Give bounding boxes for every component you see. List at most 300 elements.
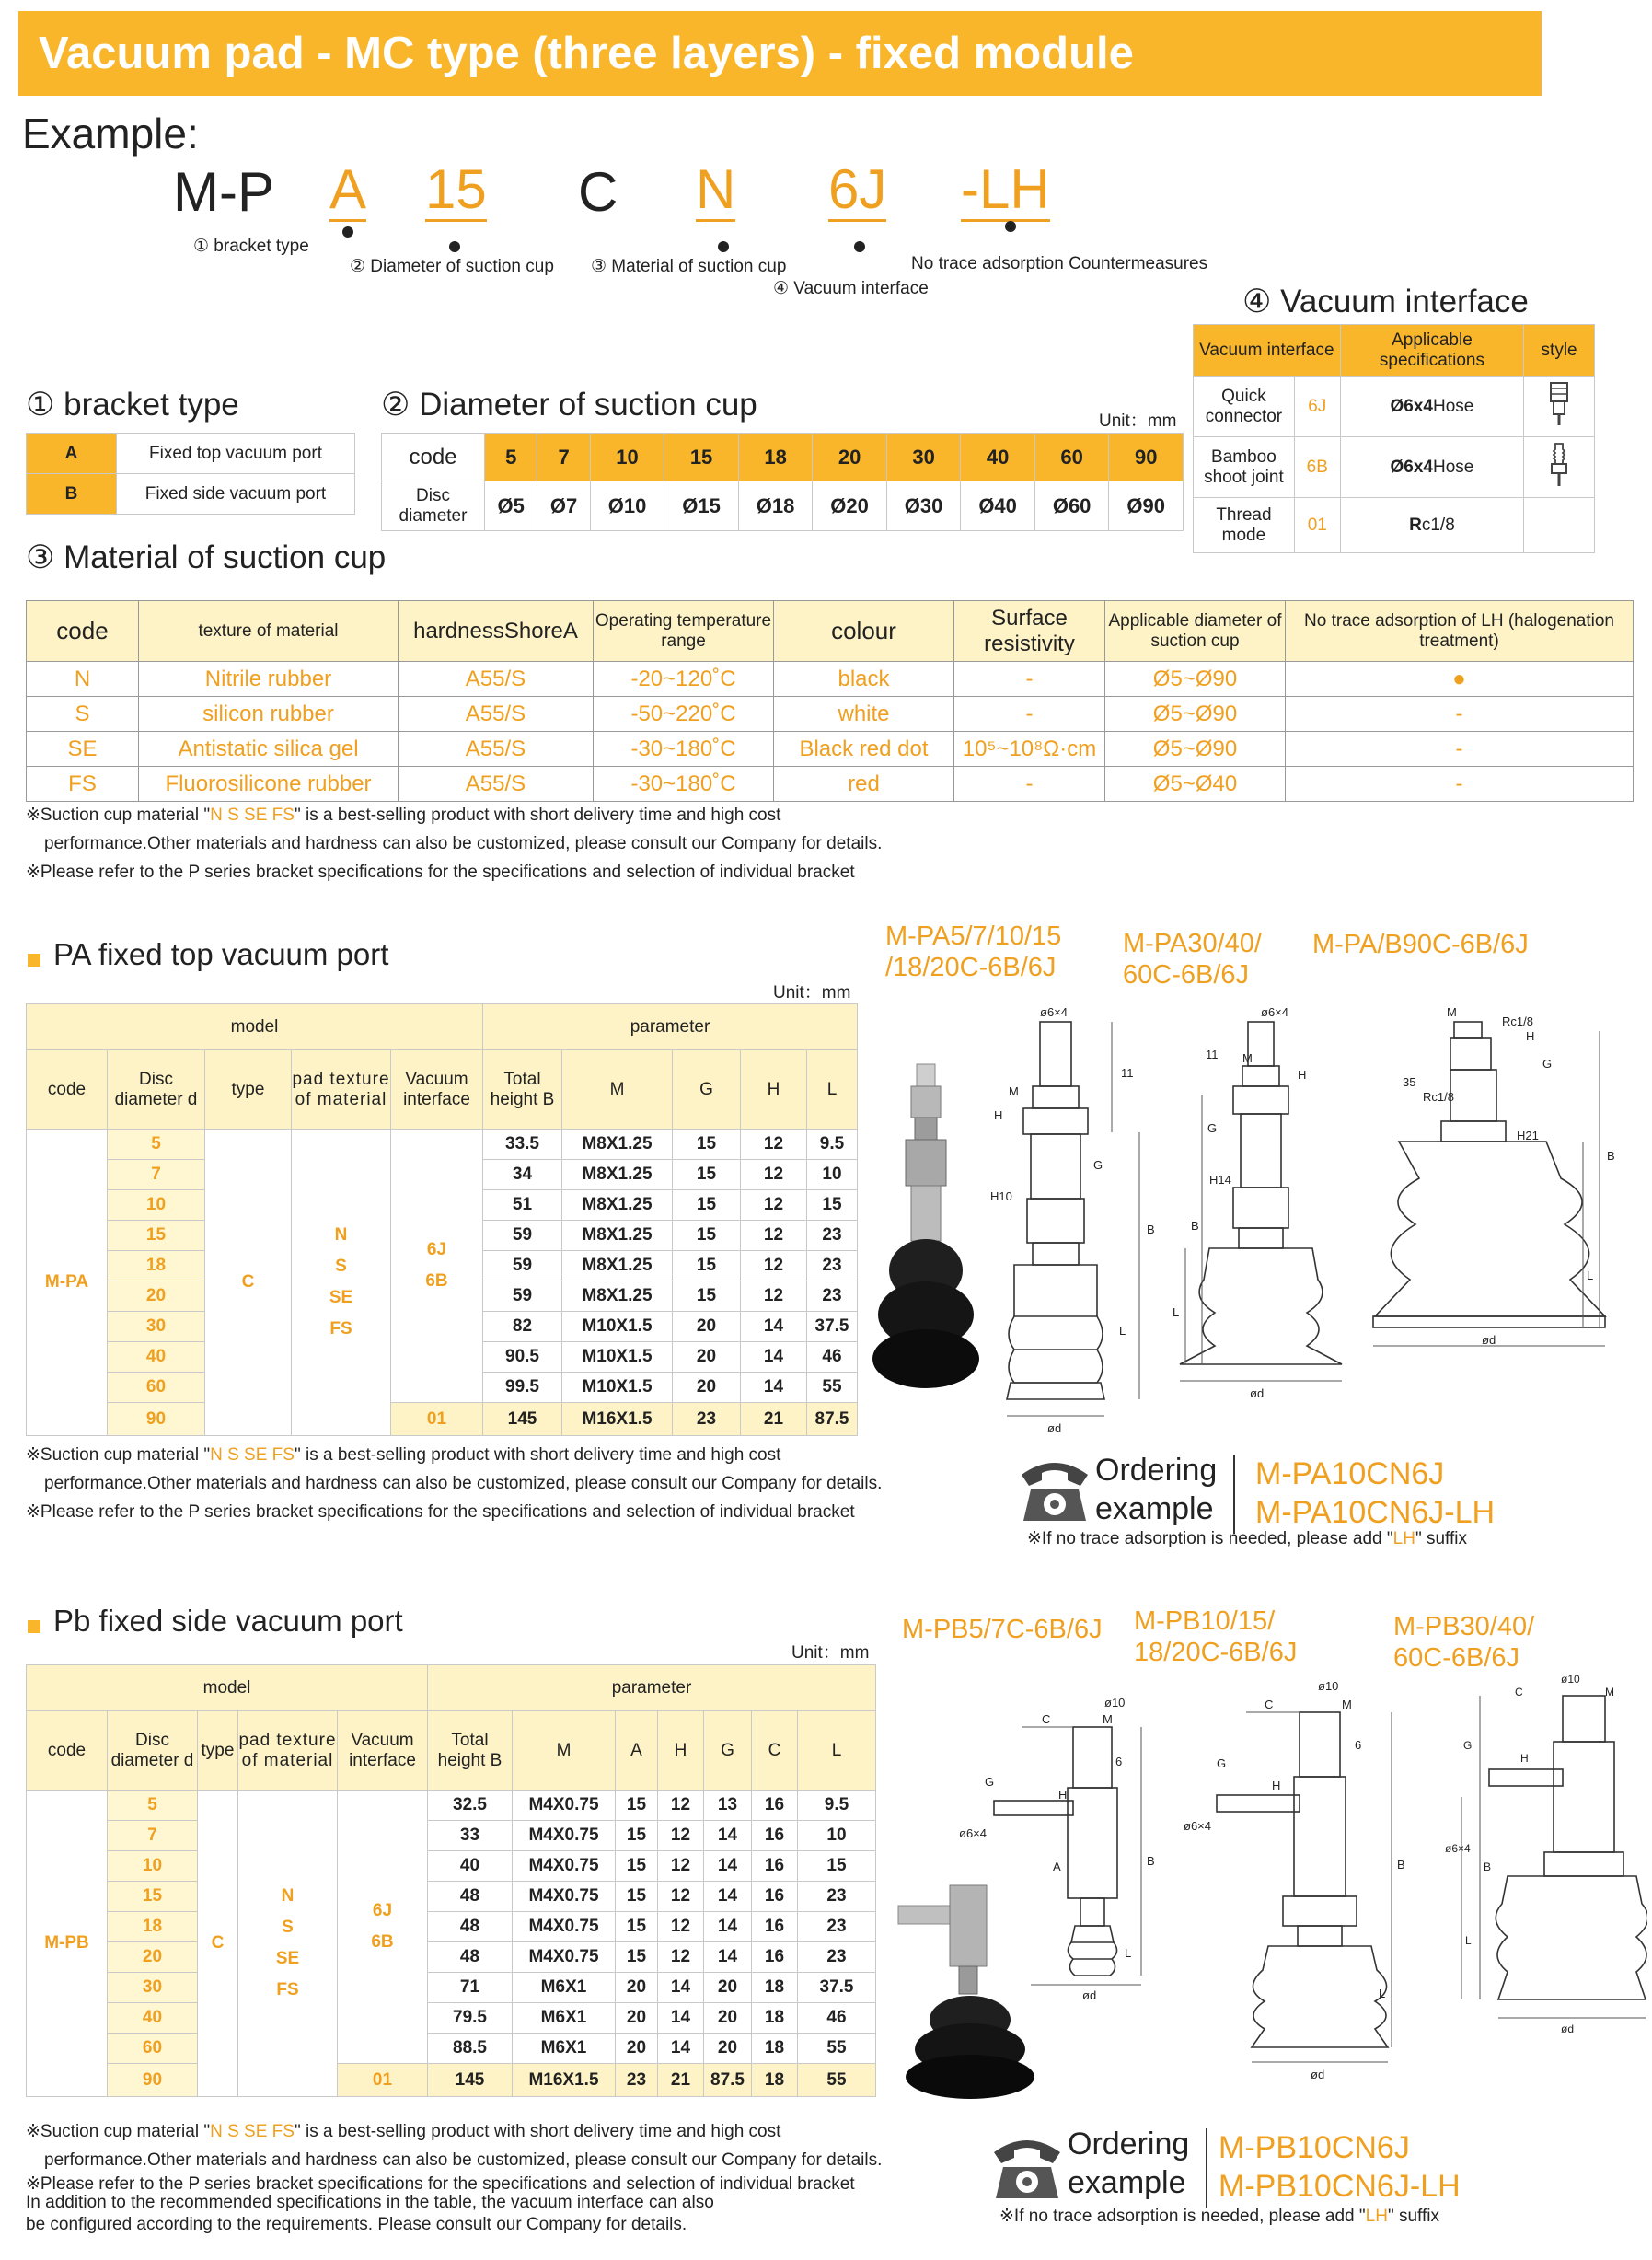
- pa-param-cell: M10X1.5: [562, 1342, 673, 1373]
- dim-label: L: [1465, 1934, 1472, 1947]
- diameter-disc: Ø30: [886, 481, 961, 531]
- dim-label: 35: [1403, 1075, 1416, 1089]
- dim-label: M: [1447, 1005, 1457, 1019]
- pa-param-cell: 12: [741, 1160, 807, 1190]
- pb-code-cell: M-PB: [27, 1791, 108, 2097]
- pa-param-cell: 15: [673, 1281, 741, 1312]
- pa-param-cell: 12: [741, 1130, 807, 1160]
- pb-param-cell: M4X0.75: [513, 1942, 616, 1973]
- pb-col: Vacuum interface: [338, 1711, 428, 1791]
- material-cell: Nitrile rubber: [139, 662, 399, 697]
- material-header: code: [27, 601, 139, 662]
- interface-code: 6B: [1294, 437, 1340, 498]
- dim-label: B: [1484, 1860, 1492, 1873]
- pb-material-code: SE: [275, 1949, 300, 1968]
- dim-label: ø6×4: [1445, 1842, 1471, 1855]
- phone-icon: [1018, 1456, 1092, 1523]
- interface-name: Quick connector: [1194, 377, 1295, 437]
- pb-col: G: [704, 1711, 752, 1791]
- pb-disc-cell: 40: [108, 2003, 198, 2034]
- material-cell: Ø5~Ø90: [1105, 697, 1286, 732]
- diameter-disc: Ø15: [664, 481, 739, 531]
- material-cell: red: [774, 767, 954, 802]
- quick-connector-icon: [1524, 377, 1595, 437]
- material-cell: A55/S: [399, 697, 594, 732]
- dim-label: ø10: [1104, 1696, 1126, 1709]
- pa-param-cell: 59: [483, 1251, 562, 1281]
- pa-col: G: [673, 1050, 741, 1130]
- pb-param-cell: 12: [658, 1851, 704, 1882]
- pa-param-cell: 10: [807, 1160, 858, 1190]
- pa-type-cell: C: [205, 1130, 292, 1436]
- pa-param-cell: 12: [741, 1190, 807, 1221]
- dim-label: ø10: [1318, 1679, 1339, 1693]
- material-cell: -20~120˚C: [594, 662, 774, 697]
- dim-label: H: [1526, 1029, 1535, 1043]
- pb-disc-cell: 7: [108, 1821, 198, 1851]
- note-diameter: ② Diameter of suction cup: [350, 257, 554, 276]
- diameter-unit: Unit：mm: [1099, 411, 1177, 431]
- pa-param-cell: 12: [741, 1281, 807, 1312]
- pa-param-cell: 90.5: [483, 1342, 562, 1373]
- pb-param-cell: 48: [428, 1912, 513, 1942]
- material-cell: white: [774, 697, 954, 732]
- pa-param-cell: M10X1.5: [562, 1373, 673, 1403]
- interface-spec: Hose: [1433, 457, 1474, 477]
- pb-ordering-codes: M-PB10CN6J M-PB10CN6J-LH: [1219, 2130, 1461, 2204]
- material-table: [26, 600, 1634, 802]
- pb-param-cell: 20: [704, 1973, 752, 2003]
- pa-unit: Unit：mm: [773, 983, 851, 1003]
- pb-col: C: [752, 1711, 798, 1791]
- pa-interface-cell: 01: [391, 1403, 483, 1436]
- pb-param-cell: 12: [658, 1882, 704, 1912]
- pa-param-cell: M8X1.25: [562, 1221, 673, 1251]
- pb-param-cell: M4X0.75: [513, 1882, 616, 1912]
- pa-param-cell: 59: [483, 1221, 562, 1251]
- dim-label: Rc1/8: [1423, 1090, 1454, 1104]
- section-marker: [28, 954, 40, 967]
- pb-param-cell: 18: [752, 2064, 798, 2097]
- pb-interface-code: 6J: [372, 1901, 393, 1920]
- divider: [1233, 1455, 1235, 1534]
- pb-col: type: [198, 1711, 238, 1791]
- material-cell: Ø5~Ø40: [1105, 767, 1286, 802]
- diameter-disc: Ø60: [1034, 481, 1109, 531]
- bracket-code: A: [27, 434, 117, 474]
- material-cell: -: [1286, 697, 1634, 732]
- bracket-desc: Fixed side vacuum port: [117, 474, 355, 515]
- pb-col: Total height B: [428, 1711, 513, 1791]
- dim-label: G: [1542, 1057, 1553, 1071]
- material-note-3: ※Please refer to the P series bracket specifications for the specifications and selection of individual bracket: [26, 863, 855, 882]
- pa-lh-note: ※If no trace adsorption is needed, please add "LH" suffix: [1027, 1529, 1467, 1548]
- pa-param-cell: 145: [483, 1403, 562, 1436]
- interface-spec: c1/8: [1421, 515, 1455, 535]
- pb-param-cell: 79.5: [428, 2003, 513, 2034]
- pb-drawing-large: [1443, 1668, 1647, 2055]
- pb-param-cell: M6X1: [513, 2003, 616, 2034]
- pa-param-cell: M8X1.25: [562, 1160, 673, 1190]
- bracket-title: ① bracket type: [26, 387, 239, 423]
- material-cell: -30~180˚C: [594, 767, 774, 802]
- pa-param-cell: 14: [741, 1373, 807, 1403]
- pb-param-cell: 33: [428, 1821, 513, 1851]
- dim-label: ød: [1047, 1421, 1062, 1435]
- pa-material-code: FS: [329, 1319, 352, 1339]
- pb-head-model: model: [27, 1665, 428, 1711]
- pb-param-cell: M16X1.5: [513, 2064, 616, 2097]
- pa-param-cell: 15: [673, 1160, 741, 1190]
- pb-param-cell: 14: [704, 1851, 752, 1882]
- material-cell: ●: [1286, 662, 1634, 697]
- pb-param-cell: 23: [798, 1912, 876, 1942]
- pa-param-cell: 15: [673, 1251, 741, 1281]
- material-header: texture of material: [139, 601, 399, 662]
- pb-disc-cell: 30: [108, 1973, 198, 2003]
- pa-title: PA fixed top vacuum port: [53, 937, 389, 971]
- dim-label: A: [1053, 1860, 1061, 1873]
- diameter-disc: Ø7: [537, 481, 590, 531]
- pb-col: pad texture of material: [238, 1711, 338, 1791]
- interface-title: ④ Vacuum interface: [1242, 284, 1529, 319]
- pb-material-code: S: [282, 1918, 294, 1937]
- material-cell: SE: [27, 732, 139, 767]
- pb-col: A: [616, 1711, 658, 1791]
- pb-param-cell: 14: [704, 1912, 752, 1942]
- material-cell: Black red dot: [774, 732, 954, 767]
- example-part-type: C: [578, 161, 618, 223]
- dim-label: M: [1009, 1084, 1019, 1098]
- bamboo-joint-icon: [1524, 437, 1595, 498]
- material-note-1: ※Suction cup material "N S SE FS" is a best-selling product with short delivery time and high cost: [26, 805, 781, 825]
- pa-drawing-label-3: M-PA/B90C-6B/6J: [1312, 930, 1529, 959]
- material-cell: N: [27, 662, 139, 697]
- interface-header: style: [1524, 325, 1595, 377]
- dim-label: ød: [1311, 2068, 1325, 2080]
- pb-disc-cell: 90: [108, 2064, 198, 2097]
- interface-header: Vacuum interface: [1194, 325, 1341, 377]
- pb-param-cell: M4X0.75: [513, 1912, 616, 1942]
- pa-param-cell: 14: [741, 1312, 807, 1342]
- pa-param-cell: M8X1.25: [562, 1190, 673, 1221]
- pa-param-cell: M8X1.25: [562, 1130, 673, 1160]
- diameter-disc: Ø5: [485, 481, 537, 531]
- interface-name: Thread mode: [1194, 498, 1295, 553]
- dim-label: C: [1265, 1698, 1274, 1711]
- note-material: ③ Material of suction cup: [591, 257, 787, 276]
- pb-param-cell: 12: [658, 1821, 704, 1851]
- dim-label: G: [1463, 1739, 1473, 1752]
- pb-param-cell: 14: [658, 1973, 704, 2003]
- note-interface: ④ Vacuum interface: [773, 279, 929, 298]
- pa-disc-cell: 7: [108, 1160, 205, 1190]
- pa-col: type: [205, 1050, 292, 1130]
- pointer-dot: [342, 226, 353, 238]
- pb-param-cell: 16: [752, 1942, 798, 1973]
- pb-disc-cell: 18: [108, 1912, 198, 1942]
- pa-param-cell: M16X1.5: [562, 1403, 673, 1436]
- pb-param-cell: 71: [428, 1973, 513, 2003]
- pb-param-cell: 14: [658, 2034, 704, 2064]
- dim-label: G: [985, 1775, 995, 1789]
- diameter-code: 15: [664, 434, 739, 481]
- dim-label: ød: [1482, 1333, 1496, 1347]
- dim-label: H21: [1517, 1129, 1539, 1142]
- material-cell: -: [954, 767, 1105, 802]
- note-notrace: No trace adsorption Countermeasures: [911, 254, 1208, 273]
- pa-disc-cell: 18: [108, 1251, 205, 1281]
- pa-material-code: SE: [329, 1288, 353, 1307]
- dim-label: ø6×4: [1040, 1005, 1068, 1019]
- pb-interface-cell: 01: [338, 2064, 428, 2097]
- pa-param-cell: 87.5: [807, 1403, 858, 1436]
- dim-label: ø10: [1561, 1673, 1580, 1686]
- pb-interface-cell: [338, 1791, 428, 2064]
- pa-param-cell: 12: [741, 1221, 807, 1251]
- material-header: No trace adsorption of LH (halogenation treatment): [1286, 601, 1634, 662]
- divider: [1206, 2128, 1207, 2208]
- diameter-code: 60: [1034, 434, 1109, 481]
- pa-interface-cell: [391, 1130, 483, 1403]
- pa-param-cell: 55: [807, 1373, 858, 1403]
- dim-label: L: [1587, 1269, 1594, 1282]
- pa-head-model: model: [27, 1004, 483, 1050]
- material-cell: -30~180˚C: [594, 732, 774, 767]
- pa-param-cell: 15: [673, 1221, 741, 1251]
- pb-param-cell: 12: [658, 1942, 704, 1973]
- pa-param-cell: 9.5: [807, 1130, 858, 1160]
- bracket-desc: Fixed top vacuum port: [117, 434, 355, 474]
- pb-param-cell: M4X0.75: [513, 1821, 616, 1851]
- pa-param-cell: 33.5: [483, 1130, 562, 1160]
- pb-param-cell: 18: [752, 1973, 798, 2003]
- pointer-dot: [718, 241, 729, 252]
- pb-col: L: [798, 1711, 876, 1791]
- pb-interface-code: 6B: [371, 1932, 394, 1952]
- pa-param-cell: 51: [483, 1190, 562, 1221]
- pa-param-cell: 23: [807, 1251, 858, 1281]
- pb-param-cell: 23: [616, 2064, 658, 2097]
- dim-label: L: [1125, 1946, 1132, 1960]
- example-part-diameter: 15: [425, 158, 487, 220]
- pb-param-cell: 21: [658, 2064, 704, 2097]
- interface-spec-bold: Ø6x4: [1390, 396, 1433, 416]
- pa-param-cell: 20: [673, 1312, 741, 1342]
- pb-drawing-label-1: M-PB5/7C-6B/6J: [902, 1615, 1103, 1644]
- pb-param-cell: 16: [752, 1882, 798, 1912]
- pa-param-cell: M8X1.25: [562, 1251, 673, 1281]
- material-header: colour: [774, 601, 954, 662]
- pb-drawing-small: [957, 1690, 1169, 2022]
- pa-disc-cell: 20: [108, 1281, 205, 1312]
- pb-col: Disc diameter d: [108, 1711, 198, 1791]
- dim-label: G: [1207, 1121, 1218, 1135]
- interface-spec-bold: R: [1409, 515, 1422, 535]
- pb-head-param: parameter: [428, 1665, 876, 1711]
- diameter-code: 30: [886, 434, 961, 481]
- diameter-code: 20: [813, 434, 887, 481]
- pa-note-3: ※Please refer to the P series bracket specifications for the specifications and selection of individual bracket: [26, 1502, 855, 1522]
- interface-table: [1193, 324, 1595, 553]
- page-banner: Vacuum pad - MC type (three layers) - fixed module: [18, 11, 1542, 96]
- material-cell: A55/S: [399, 767, 594, 802]
- pb-col: H: [658, 1711, 704, 1791]
- pb-param-cell: 14: [704, 1882, 752, 1912]
- material-title: ③ Material of suction cup: [26, 539, 387, 575]
- material-cell: -: [954, 662, 1105, 697]
- example-part-prefix: M-P: [173, 161, 274, 223]
- pa-param-cell: 15: [807, 1190, 858, 1221]
- diameter-code: 90: [1109, 434, 1184, 481]
- dim-label: ø6×4: [959, 1826, 987, 1840]
- pb-disc-cell: 5: [108, 1791, 198, 1821]
- dim-label: B: [1147, 1223, 1155, 1236]
- dim-label: 11: [1206, 1048, 1219, 1061]
- pb-param-cell: 145: [428, 2064, 513, 2097]
- pb-param-cell: 15: [798, 1851, 876, 1882]
- example-part-material: N: [696, 158, 736, 220]
- pa-param-cell: 20: [673, 1373, 741, 1403]
- pb-table: [26, 1664, 876, 2097]
- material-cell: Antistatic silica gel: [139, 732, 399, 767]
- dim-label: C: [1515, 1686, 1523, 1698]
- pb-param-cell: 55: [798, 2034, 876, 2064]
- example-part-bracket: A: [329, 158, 367, 220]
- material-cell: -: [1286, 767, 1634, 802]
- dim-label: L: [1173, 1305, 1180, 1319]
- pa-table: [26, 1003, 858, 1436]
- material-cell: black: [774, 662, 954, 697]
- dim-label: B: [1191, 1219, 1199, 1233]
- dim-label: ø6×4: [1261, 1005, 1288, 1019]
- pa-product-photo: [869, 1059, 979, 1390]
- pb-param-cell: 14: [704, 1942, 752, 1973]
- pb-param-cell: 18: [752, 2003, 798, 2034]
- material-cell: A55/S: [399, 662, 594, 697]
- material-header: Applicable diameter of suction cup: [1105, 601, 1286, 662]
- dim-label: H: [1298, 1068, 1307, 1082]
- pb-lh-note: ※If no trace adsorption is needed, please add "LH" suffix: [999, 2207, 1439, 2226]
- pa-material-cell: [292, 1130, 391, 1436]
- diameter-title: ② Diameter of suction cup: [381, 387, 757, 423]
- diameter-code: 40: [961, 434, 1035, 481]
- pa-drawing-medium: [1169, 1003, 1353, 1408]
- pa-param-cell: 82: [483, 1312, 562, 1342]
- pa-col: H: [741, 1050, 807, 1130]
- pa-col: pad texture of material: [292, 1050, 391, 1130]
- note-bracket: ① bracket type: [193, 237, 309, 256]
- pa-col: code: [27, 1050, 108, 1130]
- pb-param-cell: 15: [616, 1942, 658, 1973]
- pa-disc-cell: 30: [108, 1312, 205, 1342]
- pb-param-cell: 20: [704, 2034, 752, 2064]
- pa-drawing-label-1: M-PA5/7/10/15 /18/20C-6B/6J: [885, 921, 1062, 982]
- interface-code: 01: [1294, 498, 1340, 553]
- pb-param-cell: 88.5: [428, 2034, 513, 2064]
- dim-label: G: [1093, 1158, 1103, 1172]
- pb-param-cell: 12: [658, 1912, 704, 1942]
- pb-param-cell: 23: [798, 1942, 876, 1973]
- pa-col: Total height B: [483, 1050, 562, 1130]
- pa-disc-cell: 10: [108, 1190, 205, 1221]
- pb-ordering-label: Ordering example: [1068, 2127, 1190, 2200]
- dim-label: G: [1217, 1756, 1227, 1770]
- material-cell: -: [954, 697, 1105, 732]
- interface-spec: Hose: [1433, 396, 1474, 416]
- pa-param-cell: 23: [807, 1281, 858, 1312]
- pb-disc-cell: 15: [108, 1882, 198, 1912]
- pa-param-cell: M10X1.5: [562, 1312, 673, 1342]
- diameter-code: 7: [537, 434, 590, 481]
- material-cell: S: [27, 697, 139, 732]
- dim-label: Rc1/8: [1502, 1014, 1533, 1028]
- pa-material-code: N: [334, 1225, 348, 1245]
- diameter-disc: Ø10: [590, 481, 664, 531]
- bracket-table: [26, 433, 355, 515]
- pa-disc-cell: 15: [108, 1221, 205, 1251]
- diameter-disc: Ø20: [813, 481, 887, 531]
- pb-param-cell: 12: [658, 1791, 704, 1821]
- pb-param-cell: M4X0.75: [513, 1851, 616, 1882]
- pa-param-cell: 37.5: [807, 1312, 858, 1342]
- pb-param-cell: 20: [616, 2034, 658, 2064]
- pa-param-cell: 23: [807, 1221, 858, 1251]
- pa-code-cell: M-PA: [27, 1130, 108, 1436]
- diameter-disc: Ø18: [738, 481, 813, 531]
- pb-disc-cell: 60: [108, 2034, 198, 2064]
- dim-label: 11: [1121, 1066, 1134, 1080]
- pa-col: M: [562, 1050, 673, 1130]
- dim-label: H: [994, 1108, 1003, 1122]
- pb-type-cell: C: [198, 1791, 238, 2097]
- dim-label: C: [1042, 1712, 1051, 1726]
- dim-label: ød: [1082, 1988, 1097, 2002]
- pb-param-cell: 15: [616, 1791, 658, 1821]
- dim-label: H: [1520, 1752, 1529, 1765]
- material-cell: Fluorosilicone rubber: [139, 767, 399, 802]
- pb-param-cell: 15: [616, 1851, 658, 1882]
- pb-param-cell: 9.5: [798, 1791, 876, 1821]
- pa-note-1: ※Suction cup material "N S SE FS" is a best-selling product with short delivery time and high cost: [26, 1445, 781, 1465]
- pb-param-cell: 13: [704, 1791, 752, 1821]
- pb-param-cell: 15: [616, 1821, 658, 1851]
- pa-interface-code: 6B: [425, 1271, 448, 1291]
- pb-note-1: ※Suction cup material "N S SE FS" is a best-selling product with short delivery time and high cost: [26, 2122, 781, 2141]
- pb-param-cell: 46: [798, 2003, 876, 2034]
- pa-param-cell: 59: [483, 1281, 562, 1312]
- interface-header: Applicable specifications: [1340, 325, 1524, 377]
- pb-param-cell: 87.5: [704, 2064, 752, 2097]
- material-cell: Ø5~Ø90: [1105, 662, 1286, 697]
- dim-label: M: [1242, 1051, 1253, 1065]
- pb-param-cell: 20: [616, 2003, 658, 2034]
- diameter-table: [381, 433, 1184, 531]
- pointer-dot: [449, 241, 460, 252]
- diameter-disc-label: Disc diameter: [382, 481, 485, 531]
- dim-label: B: [1607, 1149, 1615, 1163]
- pb-param-cell: 15: [616, 1882, 658, 1912]
- pb-note-5: be configured according to the requirements. Please consult our Company for details.: [26, 2215, 687, 2234]
- dim-label: ød: [1250, 1386, 1265, 1400]
- pb-param-cell: M6X1: [513, 1973, 616, 2003]
- pb-disc-cell: 20: [108, 1942, 198, 1973]
- pa-drawing-large: [1362, 1003, 1629, 1408]
- pa-param-cell: 34: [483, 1160, 562, 1190]
- dim-label: M: [1605, 1686, 1614, 1698]
- pb-param-cell: 10: [798, 1821, 876, 1851]
- material-cell: -50~220˚C: [594, 697, 774, 732]
